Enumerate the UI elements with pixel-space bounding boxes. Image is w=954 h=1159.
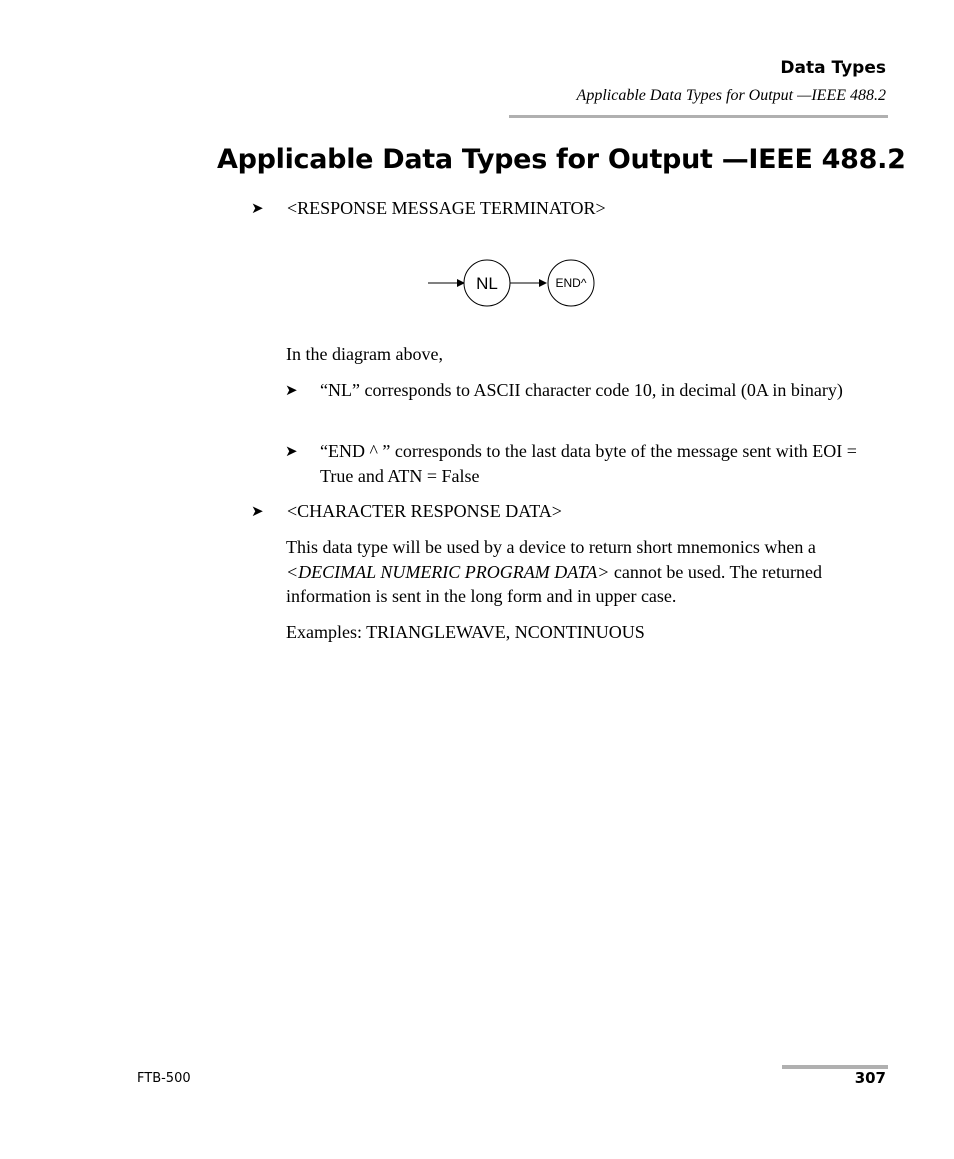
terminator-diagram-svg (420, 250, 610, 316)
examples-line: Examples: TRIANGLEWAVE, NCONTINUOUS (286, 622, 645, 642)
bullet-terminator (251, 196, 264, 220)
sub-bullet-end (285, 439, 298, 463)
character-data-italic: <DECIMAL NUMERIC PROGRAM DATA> (286, 561, 610, 582)
nl-node-label: NL (476, 274, 498, 293)
footer-product: FTB-500 (137, 1071, 191, 1086)
running-header-section: Data Types (780, 58, 886, 78)
arrowhead-bullet-icon: ➤ (251, 199, 264, 217)
bullet-character-data-text: <CHARACTER RESPONSE DATA> (287, 501, 562, 521)
end-node-label: END^ (555, 276, 587, 290)
sub-bullet-nl (285, 378, 298, 402)
page-number: 307 (854, 1069, 886, 1087)
arrowhead-bullet-icon: ➤ (285, 442, 298, 460)
character-data-text-1: This data type will be used by a device to return short mnemonics when a (286, 537, 816, 557)
terminator-diagram (420, 250, 610, 321)
sub-bullet-nl-text: “NL” corresponds to ASCII character code 10, in decimal (0A in binary) (320, 380, 843, 400)
bullet-character-data (251, 499, 264, 523)
character-data-text-2: cannot be used. The returned information is sent in the long form and in upper case. (286, 561, 823, 606)
page-title: Applicable Data Types for Output —IEEE 488.2 (217, 144, 906, 175)
diagram-intro: In the diagram above, (286, 344, 443, 364)
sub-bullet-end-text: “END ^ ” corresponds to the last data byte of the message sent with EOI = True and ATN = False (320, 441, 857, 486)
arrowhead-bullet-icon: ➤ (251, 502, 264, 520)
bullet-terminator-text: <RESPONSE MESSAGE TERMINATOR> (287, 198, 606, 218)
character-data-paragraph (286, 535, 886, 609)
running-header-subsection: Applicable Data Types for Output —IEEE 488.2 (576, 87, 886, 104)
arrowhead-bullet-icon: ➤ (285, 381, 298, 399)
header-rule (509, 115, 888, 118)
